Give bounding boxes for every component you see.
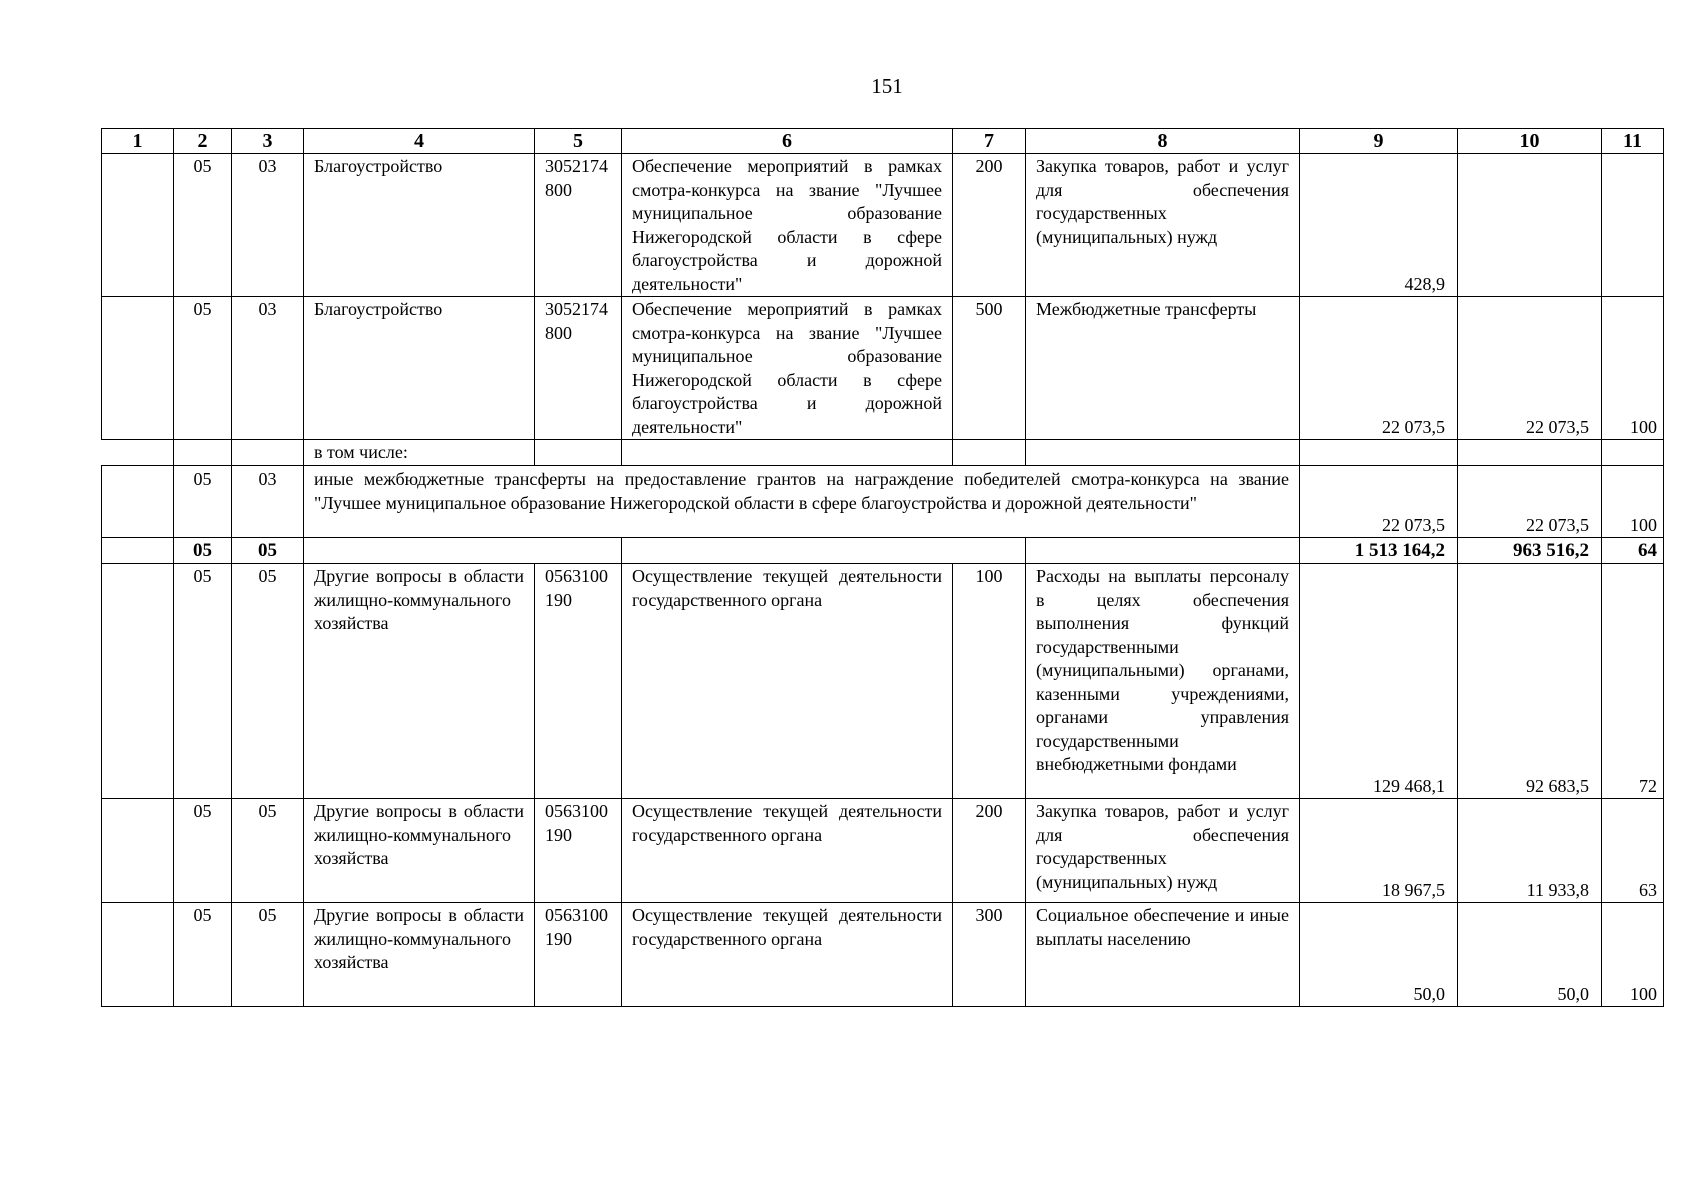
header-cell: 7 <box>953 129 1026 154</box>
cell-section: 05 <box>174 799 232 903</box>
cell-subsection: 03 <box>232 154 304 297</box>
cell-target-code: 0563100190 <box>535 903 622 1007</box>
cell-planned: 18 967,5 <box>1300 799 1458 903</box>
table-row <box>102 799 1664 903</box>
cell-planned: 22 073,5 <box>1300 466 1458 538</box>
header-cell: 2 <box>174 129 232 154</box>
cell-target-code: 3052174800 <box>535 297 622 440</box>
cell-expense-type: 500 <box>953 297 1026 440</box>
cell-percent <box>1602 440 1664 466</box>
cell-percent: 100 <box>1602 903 1664 1007</box>
cell-target-code: 0563100190 <box>535 564 622 799</box>
cell-expense-type <box>953 440 1026 466</box>
cell-section-name: Другие вопросы в области жилищно-коммунального хозяйства <box>304 564 535 799</box>
header-cell: 8 <box>1026 129 1300 154</box>
table-row <box>102 903 1664 1007</box>
cell-subsection: 05 <box>232 564 304 799</box>
header-cell: 11 <box>1602 129 1664 154</box>
cell-program-name: Осуществление текущей деятельности государственного органа <box>622 564 953 799</box>
cell-target-code: 0563100190 <box>535 799 622 903</box>
cell-percent <box>1602 154 1664 297</box>
cell-executed: 11 933,8 <box>1458 799 1602 903</box>
cell-program-name: Осуществление текущей деятельности государственного органа <box>622 799 953 903</box>
cell-planned: 22 073,5 <box>1300 297 1458 440</box>
cell-subsection: 03 <box>232 297 304 440</box>
cell-expense-name <box>1026 538 1300 564</box>
cell-program-name <box>622 538 1026 564</box>
cell-section: 05 <box>174 154 232 297</box>
cell-subsection: 05 <box>232 799 304 903</box>
cell-percent: 100 <box>1602 466 1664 538</box>
cell-percent: 63 <box>1602 799 1664 903</box>
cell-target-code <box>535 440 622 466</box>
cell-subsection: 03 <box>232 466 304 538</box>
cell-executed: 92 683,5 <box>1458 564 1602 799</box>
cell-program-name: Осуществление текущей деятельности государственного органа <box>622 903 953 1007</box>
cell-target-code: 3052174800 <box>535 154 622 297</box>
cell-section-name: Другие вопросы в области жилищно-коммунального хозяйства <box>304 903 535 1007</box>
header-cell: 3 <box>232 129 304 154</box>
total-row <box>102 538 1664 564</box>
cell-expense-name <box>1026 440 1300 466</box>
cell-percent: 64 <box>1602 538 1664 564</box>
cell-subsection: 05 <box>232 538 304 564</box>
cell-col1 <box>102 154 174 297</box>
cell-expense-name: Закупка товаров, работ и услуг для обеспечения государственных (муниципальных) нужд <box>1026 799 1300 903</box>
cell-executed <box>1458 154 1602 297</box>
cell-planned: 50,0 <box>1300 903 1458 1007</box>
cell-subsection <box>232 440 304 466</box>
cell-col1 <box>102 538 174 564</box>
header-cell: 9 <box>1300 129 1458 154</box>
cell-expense-name: Социальное обеспечение и иные выплаты населению <box>1026 903 1300 1007</box>
cell-executed: 963 516,2 <box>1458 538 1602 564</box>
cell-col1 <box>102 466 174 538</box>
cell-section <box>174 440 232 466</box>
cell-col1 <box>102 297 174 440</box>
cell-percent: 72 <box>1602 564 1664 799</box>
budget-table <box>101 128 1664 1007</box>
cell-planned <box>1300 440 1458 466</box>
cell-planned: 1 513 164,2 <box>1300 538 1458 564</box>
cell-planned: 428,9 <box>1300 154 1458 297</box>
subsidy-description: иные межбюджетные трансферты на предоставление грантов на награждение победителей смотра-конкурса на звание "Лучшее муниципальное образование Нижегородской области в сфере благоустройства и дорожной деятельности" <box>304 466 1300 538</box>
header-row <box>102 129 1664 154</box>
cell-section-name: Другие вопросы в области жилищно-коммунального хозяйства <box>304 799 535 903</box>
header-cell: 10 <box>1458 129 1602 154</box>
cell-col1 <box>102 903 174 1007</box>
cell-section-name: Благоустройство <box>304 154 535 297</box>
cell-section: 05 <box>174 903 232 1007</box>
cell-expense-type: 200 <box>953 799 1026 903</box>
cell-executed: 50,0 <box>1458 903 1602 1007</box>
header-cell: 5 <box>535 129 622 154</box>
header-cell: 6 <box>622 129 953 154</box>
table-row <box>102 154 1664 297</box>
cell-section: 05 <box>174 564 232 799</box>
cell-expense-name: Расходы на выплаты персоналу в целях обеспечения выполнения функций государственными (муниципальными) органами, казенными учреждениями, органами управления государственными внебюджетными фондами <box>1026 564 1300 799</box>
table-row <box>102 564 1664 799</box>
cell-section: 05 <box>174 297 232 440</box>
cell-planned: 129 468,1 <box>1300 564 1458 799</box>
cell-program-name: Обеспечение мероприятий в рамках смотра-конкурса на звание "Лучшее муниципальное образование Нижегородской области в сфере благоустройства и дорожной деятельности" <box>622 297 953 440</box>
table-row <box>102 297 1664 440</box>
cell-expense-name: Закупка товаров, работ и услуг для обеспечения государственных (муниципальных) нужд <box>1026 154 1300 297</box>
cell-percent: 100 <box>1602 297 1664 440</box>
cell-executed: 22 073,5 <box>1458 466 1602 538</box>
cell-executed: 22 073,5 <box>1458 297 1602 440</box>
cell-expense-type: 300 <box>953 903 1026 1007</box>
cell-section-name <box>304 538 622 564</box>
cell-section: 05 <box>174 538 232 564</box>
cell-expense-type: 100 <box>953 564 1026 799</box>
including-row <box>102 440 1664 466</box>
header-cell: 1 <box>102 129 174 154</box>
cell-section-name: Благоустройство <box>304 297 535 440</box>
cell-subsection: 05 <box>232 903 304 1007</box>
cell-executed <box>1458 440 1602 466</box>
including-label: в том числе: <box>304 440 535 466</box>
page-number: 151 <box>871 74 903 98</box>
cell-section: 05 <box>174 466 232 538</box>
cell-col1 <box>102 440 174 466</box>
cell-program-name <box>622 440 953 466</box>
cell-col1 <box>102 564 174 799</box>
cell-expense-type: 200 <box>953 154 1026 297</box>
cell-expense-name: Межбюджетные трансферты <box>1026 297 1300 440</box>
header-cell: 4 <box>304 129 535 154</box>
cell-col1 <box>102 799 174 903</box>
cell-program-name: Обеспечение мероприятий в рамках смотра-конкурса на звание "Лучшее муниципальное образование Нижегородской области в сфере благоустройства и дорожной деятельности" <box>622 154 953 297</box>
subsidy-row <box>102 466 1664 538</box>
